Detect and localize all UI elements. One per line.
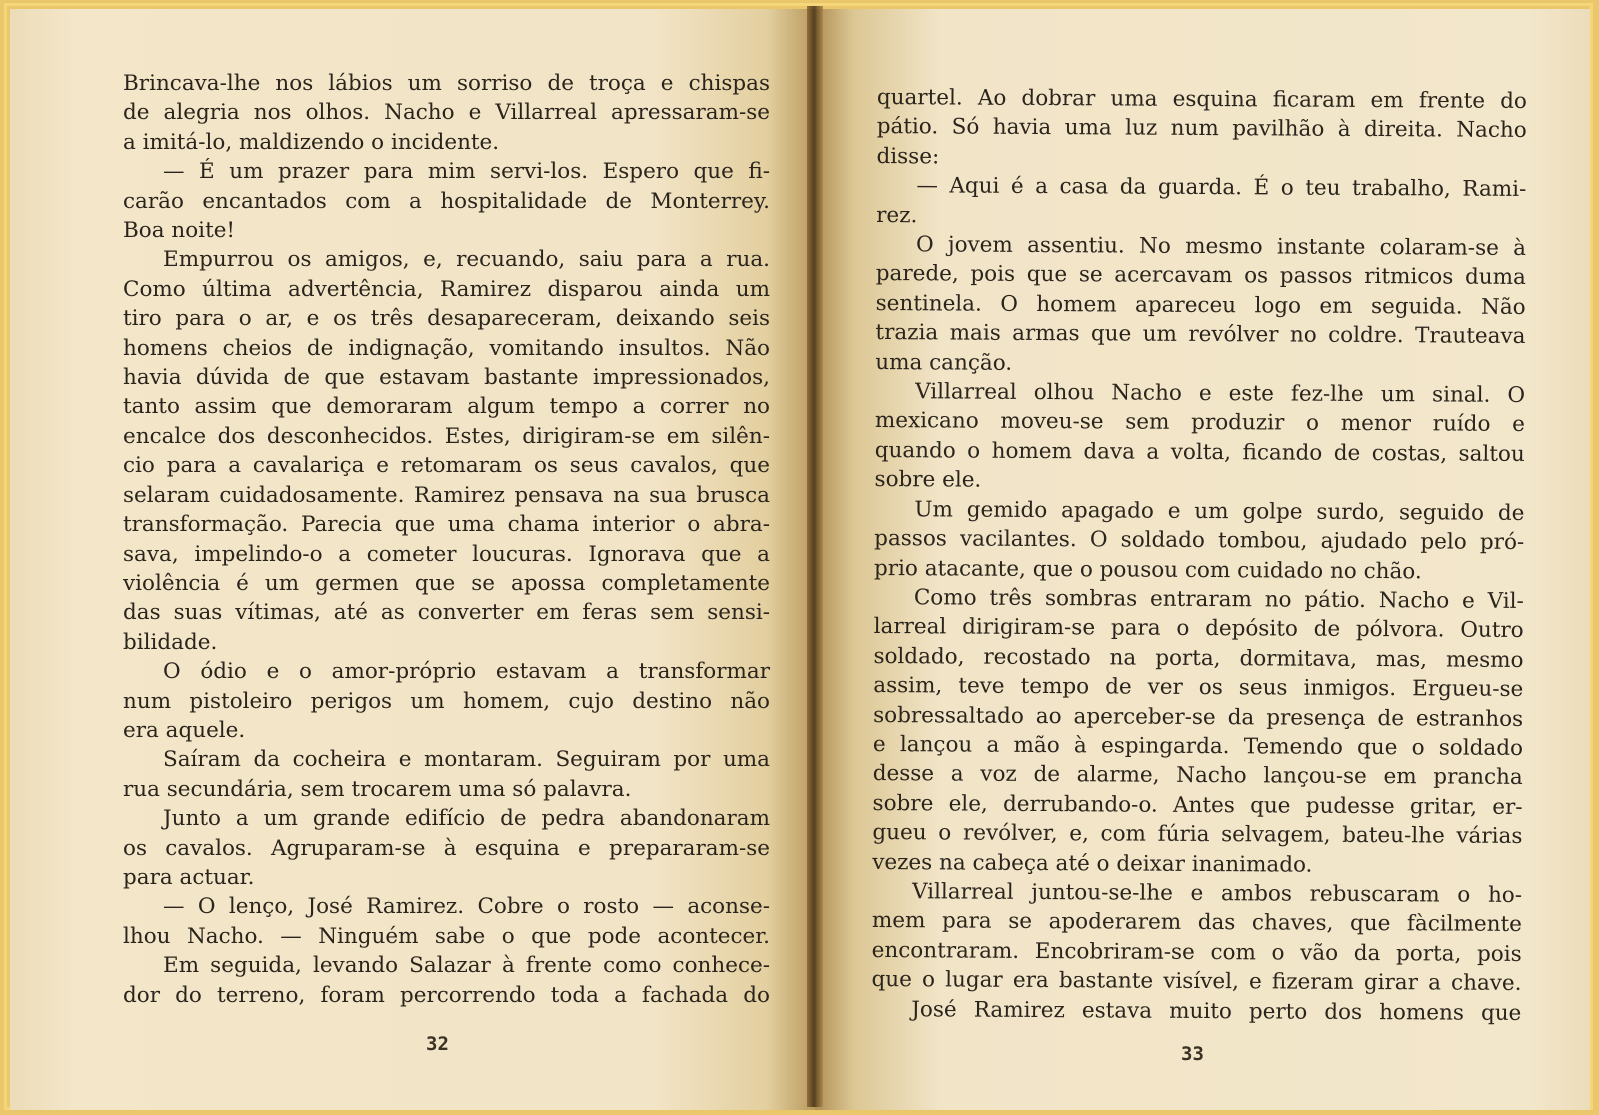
text-line: rez. [876,202,918,228]
text-line: sobre ele. [874,467,982,493]
text-line: Saíram da cocheira e montaram. Seguiram por uma [163,747,770,773]
text-line: assim, teve tempo de ver os seus inmigos. Ergueu-se [873,673,1524,703]
text-line: Villarreal juntou-se-lhe e ambos rebuscaram o ho- [911,879,1523,908]
text-line: — É um prazer para mim servi-los. Espero que fi- [163,159,770,185]
text-line: soldado, recostado na porta, dormitava, mas, mesmo [873,643,1524,673]
text-line: mexicano moveu-se sem produzir o menor ruído e [874,408,1525,438]
right-page [815,9,1590,1110]
text-line: sava, impelindo-o a cometer loucuras. Ignorava que a [123,541,770,567]
text-line: violência é um germen que se apossa completamente [123,570,770,596]
text-line: gueu o revólver, e, com fúria selvagem, bateu-lhe várias [872,820,1523,850]
text-line: Empurrou os amigos, e, recuando, saiu para a rua. [163,247,770,273]
text-line: quartel. Ao dobrar uma esquina ficaram em frente do [876,84,1527,114]
text-line: havia dúvida de que estavam bastante impressionados, [123,365,770,391]
text-line: mem para se apoderarem das chaves, que fàcilmente [871,908,1522,938]
text-line: para actuar. [123,864,255,890]
text-line: das suas vítimas, até as converter em feras sem sensi- [123,600,770,626]
left-page-text [123,69,770,1010]
text-line: Villarreal olhou Nacho e este fez-lhe um sinal. O [915,379,1526,409]
book-spread [4,3,1593,1110]
right-page-text [871,83,1527,1028]
text-line: disse: [876,143,940,170]
text-line: e lançou a mão à espingarda. Temendo que o soldado [872,731,1524,761]
text-line: transformação. Parecia que uma chama interior o abra- [123,512,770,538]
text-line: Um gemido apagado e um golpe surdo, seguido de [914,496,1525,526]
text-line: prio atacante, que o pousou com cuidado no chão. [873,555,1422,584]
text-line: Brincava-lhe nos lábios um sorriso de troça e chispas [123,71,770,96]
text-line: Como última advertência, Ramirez disparou ainda um [123,276,770,302]
page-number-left: 32 [426,1033,449,1055]
text-line: homens cheios de indignação, vomitando insultos. Não [123,335,770,361]
text-line: sobressaltado ao aperceber-se da presença de estranhos [873,702,1524,732]
text-line: sentinela. O homem apareceu logo em seguida. Não [875,290,1526,320]
text-line: bilidade. [123,629,218,655]
text-line: a imitá-lo, maldizendo o incidente. [123,129,500,155]
text-line: carão encantados com a hospitalidade de Monterrey. [123,188,770,214]
text-line: selaram cuidadosamente. Ramirez pensava na sua brusca [123,482,770,508]
text-line: cio para a cavalariça e retomaram os seus cavalos, que [123,453,770,479]
left-page [10,9,815,1110]
text-line: pátio. Só havia uma luz num pavilhão à direita. Nacho [876,114,1527,144]
text-line: José Ramirez estava muito perto dos homens que [911,996,1522,1026]
page-number-right: 33 [1181,1043,1204,1065]
text-line: parede, pois que se acercavam os passos ritmicos duma [875,261,1526,291]
text-line: Boa noite! [123,218,236,244]
text-line: — O lenço, José Ramirez. Cobre o rosto — aconse- [163,894,770,920]
text-line: sobre ele, derrubando-o. Antes que pudesse gritar, er- [872,790,1523,820]
text-line: encontraram. Encobriram-se com o vão da porta, pois [871,937,1522,967]
text-line: de alegria nos olhos. Nacho e Villarreal apressaram-se [123,100,770,126]
text-line: que o lugar era bastante visível, e fizeram girar a chave. [871,967,1522,997]
text-line: O ódio e o amor-próprio estavam a transformar [163,659,770,685]
text-line: encalce dos desconhecidos. Estes, dirigiram-se em silên- [123,423,770,449]
text-line: passos vacilantes. O soldado tombou, ajudado pelo pró- [874,526,1525,556]
text-line: os cavalos. Agruparam-se à esquina e prepararam-se [123,835,770,861]
text-line: uma canção. [875,349,1013,376]
text-line: desse a voz de alarme, Nacho lançou-se em prancha [872,761,1523,791]
text-line: vezes na cabeça até o deixar inanimado. [872,849,1313,878]
text-line: Em seguida, levando Salazar à frente como conhece- [163,953,770,979]
text-line: era aquele. [123,717,246,743]
text-line: — Aqui é a casa da guarda. É o teu trabalho, Rami- [916,173,1527,203]
text-line: num pistoleiro perigos um homem, cujo destino não [123,688,770,714]
book-gutter [807,6,823,1107]
text-line: larreal dirigiram-se para o depósito de pólvora. Outro [873,614,1524,644]
text-line: tanto assim que demoraram algum tempo a correr no [123,394,770,420]
text-line: O jovem assentiu. No mesmo instante colaram-se à [915,232,1527,261]
text-line: tiro para o ar, e os três desapareceram, deixando seis [123,306,770,332]
text-line: Junto a um grande edifício de pedra abandonaram [163,806,770,832]
text-line: rua secundária, sem trocarem uma só palavra. [123,776,632,802]
text-line: Como três sombras entraram no pátio. Nacho e Vil- [913,585,1524,614]
text-line: lhou Nacho. — Ninguém sabe o que pode acontecer. [123,923,770,949]
text-line: dor do terreno, foram percorrendo toda a fachada do [123,982,770,1008]
text-line: trazia mais armas que um revólver no coldre. Trauteava [875,320,1526,350]
text-line: quando o homem dava a volta, ficando de costas, saltou [874,437,1525,467]
